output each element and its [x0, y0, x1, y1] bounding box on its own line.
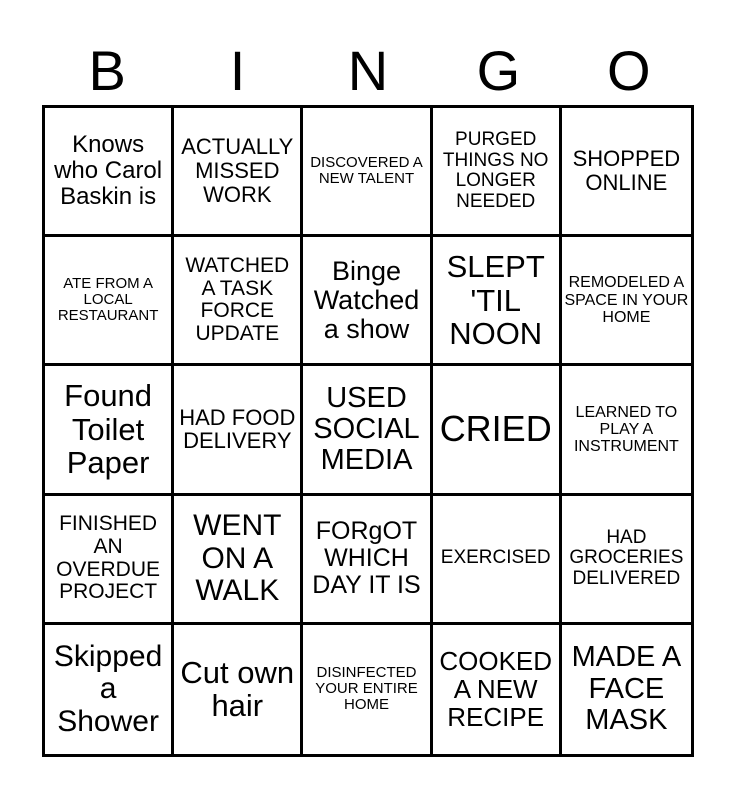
bingo-cell[interactable] — [174, 496, 303, 625]
bingo-cell[interactable] — [303, 366, 432, 495]
bingo-cell[interactable] — [45, 108, 174, 237]
bingo-cell[interactable] — [433, 496, 562, 625]
bingo-cell[interactable] — [562, 237, 691, 366]
header-letter-o: O — [606, 39, 651, 102]
bingo-cell[interactable] — [174, 237, 303, 366]
bingo-cell-text: Skipped a Shower — [53, 639, 163, 738]
bingo-cell-text: SLEPT 'TIL NOON — [446, 249, 545, 352]
bingo-cell-text: LEARNED TO PLAY A INSTRUMENT — [573, 403, 679, 456]
bingo-cell-text: Knows who Carol Baskin is — [54, 131, 163, 211]
bingo-cell[interactable] — [303, 108, 432, 237]
bingo-cell-text: Cut own hair — [180, 654, 295, 724]
bingo-cell-text: PURGED THINGS NO LONGER NEEDED — [442, 129, 549, 212]
bingo-cell[interactable] — [433, 108, 562, 237]
bingo-cell-text: CRIED — [439, 408, 552, 450]
bingo-cell-text: FORgOT WHICH DAY IT IS — [312, 517, 421, 600]
bingo-cell-text: MADE A FACE MASK — [571, 641, 682, 737]
bingo-cell-text: USED SOCIAL MEDIA — [313, 381, 420, 477]
header-letter-b: B — [88, 39, 126, 102]
bingo-cell-text: REMODELED A SPACE IN YOUR HOME — [564, 274, 689, 326]
bingo-cell-text: Found Toilet Paper — [64, 378, 153, 481]
bingo-cell-text: FINISHED AN OVERDUE PROJECT — [56, 512, 161, 604]
bingo-cell-text: DISINFECTED YOUR ENTIRE HOME — [315, 664, 418, 714]
bingo-cell[interactable] — [562, 108, 691, 237]
bingo-cell[interactable] — [174, 625, 303, 754]
bingo-cell[interactable] — [562, 496, 691, 625]
bingo-cell[interactable] — [433, 237, 562, 366]
bingo-cell[interactable] — [562, 366, 691, 495]
bingo-cell-text: WENT ON A WALK — [193, 509, 282, 607]
bingo-cell[interactable] — [45, 496, 174, 625]
bingo-cell[interactable] — [562, 625, 691, 754]
bingo-cell[interactable] — [45, 237, 174, 366]
header-letter-g: G — [476, 39, 521, 102]
bingo-cell[interactable] — [303, 237, 432, 366]
bingo-cell-text: EXERCISED — [440, 547, 551, 569]
bingo-cell-text: WATCHED A TASK FORCE UPDATE — [185, 253, 290, 345]
header-letter-i: I — [229, 39, 246, 102]
bingo-cell-text: ATE FROM A LOCAL RESTAURANT — [57, 275, 159, 325]
bingo-cell-text: COOKED A NEW RECIPE — [439, 646, 553, 733]
bingo-cell-text: ACTUALLY MISSED WORK — [181, 134, 294, 207]
bingo-cell[interactable] — [174, 366, 303, 495]
bingo-grid — [42, 105, 694, 757]
bingo-cell[interactable] — [433, 366, 562, 495]
bingo-cell-text: SHOPPED ONLINE — [572, 146, 681, 196]
bingo-cell-text: Binge Watched a show — [313, 255, 420, 344]
header-letter-n: N — [347, 39, 389, 102]
bingo-header — [42, 40, 694, 102]
bingo-cell[interactable] — [433, 625, 562, 754]
bingo-cell[interactable] — [303, 625, 432, 754]
bingo-cell[interactable] — [303, 496, 432, 625]
bingo-cell-text: DISCOVERED A NEW TALENT — [310, 153, 423, 188]
bingo-cell[interactable] — [45, 366, 174, 495]
bingo-cell[interactable] — [174, 108, 303, 237]
bingo-cell[interactable] — [45, 625, 174, 754]
bingo-cell-text: HAD GROCERIES DELIVERED — [569, 526, 684, 589]
bingo-cell-text: HAD FOOD DELIVERY — [179, 404, 296, 454]
